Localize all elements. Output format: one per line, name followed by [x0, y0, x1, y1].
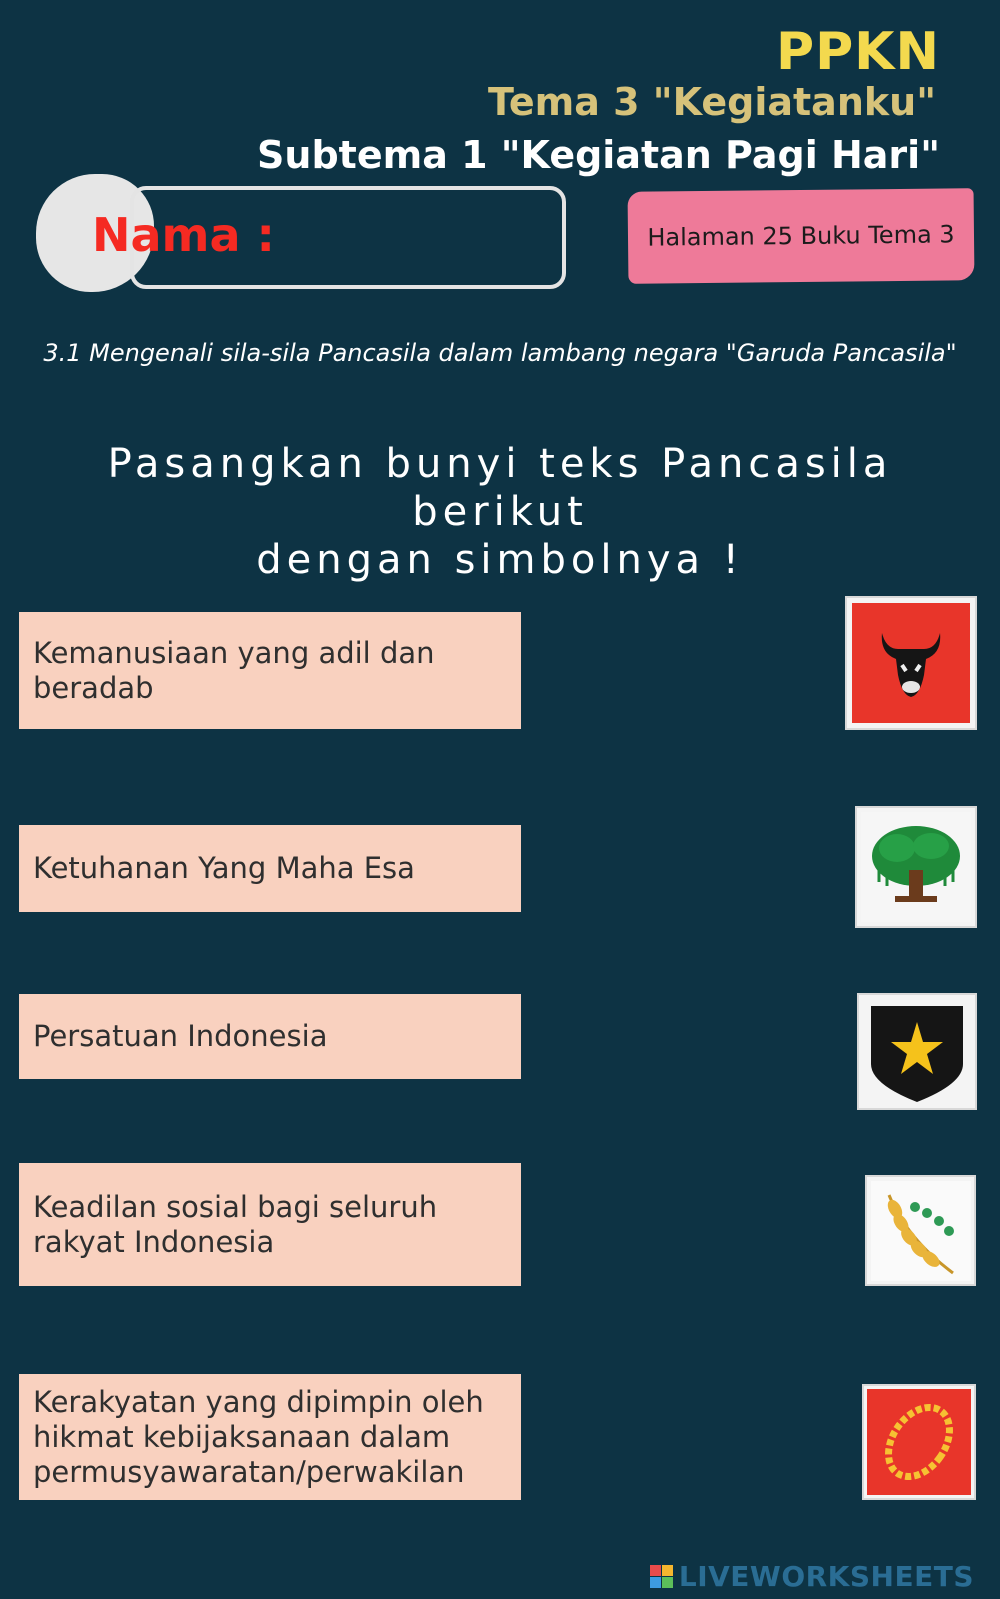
star-shield-icon	[865, 1000, 969, 1104]
competency-statement: 3.1 Mengenali sila-sila Pancasila dalam lambang negara "Garuda Pancasila"	[43, 339, 957, 367]
subject-title: PPKN	[775, 22, 940, 82]
answer-box[interactable]: Kerakyatan yang dipimpin oleh hikmat kebijaksanaan dalam permusyawaratan/perwakilan	[19, 1374, 521, 1500]
page-reference-text: Halaman 25 Buku Tema 3	[647, 220, 955, 252]
symbol-tile[interactable]	[845, 596, 977, 730]
symbol-tile[interactable]	[855, 806, 977, 928]
chain-icon	[867, 1389, 971, 1495]
theme-title: Tema 3 "Kegiatanku"	[488, 80, 936, 124]
banyan-tree-icon	[861, 812, 971, 922]
bull-head-icon	[852, 603, 970, 723]
instruction-line-1: Pasangkan bunyi teks Pancasila berikut	[107, 441, 893, 535]
symbol-tile[interactable]	[862, 1384, 976, 1500]
answer-box[interactable]: Kemanusiaan yang adil dan beradab	[19, 612, 521, 729]
page-reference-badge	[628, 188, 975, 284]
answer-box[interactable]: Ketuhanan Yang Maha Esa	[19, 825, 521, 912]
symbol-tile[interactable]	[857, 993, 977, 1110]
instruction-line-2: dengan simbolnya !	[256, 537, 744, 583]
symbol-tile[interactable]	[865, 1175, 976, 1286]
name-label: Nama :	[92, 208, 275, 262]
instruction-text	[20, 440, 980, 584]
answer-box[interactable]: Keadilan sosial bagi seluruh rakyat Indonesia	[19, 1163, 521, 1286]
liveworksheets-logo-icon	[650, 1565, 673, 1588]
answer-box[interactable]: Persatuan Indonesia	[19, 994, 521, 1079]
name-input[interactable]	[276, 206, 550, 266]
subtheme-title: Subtema 1 "Kegiatan Pagi Hari"	[257, 133, 940, 177]
watermark-text: LIVEWORKSHEETS	[678, 1560, 974, 1593]
rice-cotton-icon	[871, 1181, 971, 1281]
liveworksheets-watermark	[650, 1560, 974, 1593]
